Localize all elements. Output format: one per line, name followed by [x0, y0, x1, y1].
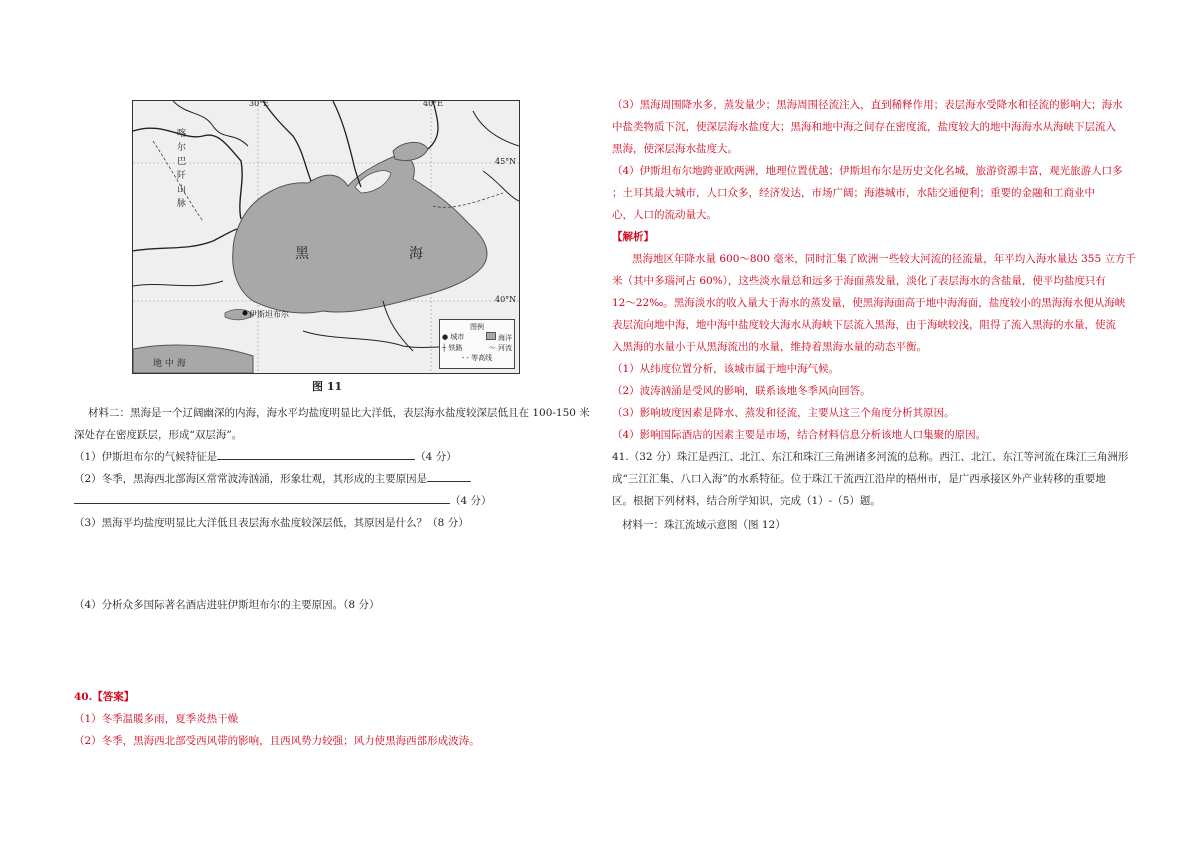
material-1-caption: 材料一：珠江流域示意图（图 12） — [622, 519, 786, 531]
legend-title: 图例 — [470, 323, 484, 331]
analysis-line2: 米（其中多瑙河占 60%），这些淡水量总和远多于海面蒸发量，淡化了表层海水的含盐量，使平均盐度只有 — [612, 275, 1106, 287]
mediterranean-label: 地 中 海 — [153, 359, 186, 369]
right-column — [612, 94, 1136, 536]
left-column — [74, 402, 590, 534]
analysis-line3: 12～22‰。黑海淡水的收入量大于海水的蒸发量，使黑海海面高于地中海海面，盐度较小的黑海海水便从海峡 — [612, 297, 1126, 309]
answer-3-line1: （3）黑海周围降水多，蒸发量少；黑海周围径流注入，直到稀释作用；表层海水受降水和径流的影响大；海水 — [612, 99, 1123, 111]
question-41-line3: 区。根据下列材料，结合所学知识，完成（1）-（5）题。 — [612, 495, 881, 507]
question-2-cont: （4 分） — [74, 490, 544, 512]
analysis-line1: 黑海地区年降水量 600～800 毫米，同时汇集了欧洲一些较大河流的径流量，年平均入海水量达 355 立方千 — [632, 253, 1136, 265]
legend-ocean: 海洋 — [486, 332, 512, 343]
answer-40-label: 40.【答案】 — [74, 691, 135, 703]
material2-line1: 材料二：黑海是一个辽阔幽深的内海，海水平均盐度明显比大洋低，表层海水盐度较深层低且在 100-150 米 — [88, 407, 590, 419]
q2-answer-blank-b[interactable] — [74, 490, 450, 504]
analysis-line4: 表层流向地中海，地中海中盐度较大海水从海峡下层流入黑海，由于海峡较浅，阻得了流入黑海的水量，使流 — [612, 319, 1116, 331]
analysis-label: 【解析】 — [612, 231, 654, 243]
legend-river: ～ 河流 — [488, 344, 512, 352]
material2-line2: 深处存在密度跃层，形成“双层海”。 — [74, 429, 243, 441]
answer-4-line1: （4）伊斯坦布尔地跨亚欧两洲，地理位置优越；伊斯坦布尔是历史文化名城，旅游资源丰富，观光旅游人口多 — [612, 165, 1123, 177]
hint-2: （2）波涛汹涌是受风的影响，联系该地冬季风向回答。 — [612, 385, 871, 397]
question-4: （4）分析众多国际著名酒店进驻伊斯坦布尔的主要原因。（8 分） — [74, 599, 380, 611]
q1-answer-blank[interactable] — [217, 446, 415, 460]
q2-answer-blank-a[interactable] — [427, 468, 471, 482]
hint-1: （1）从纬度位置分析，该城市属于地中海气候。 — [612, 363, 840, 375]
lon-label-40: 40°E — [423, 100, 444, 108]
answer-4-line2: ；土耳其最大城市，人口众多，经济发达，市场广阔；海港城市，水陆交通便利；重要的金融和工商业中 — [612, 187, 1095, 199]
answer-40-1: （1）冬季温暖多雨，夏季炎热干燥 — [74, 713, 239, 725]
question-41-line2: 成“三江汇集、八口入海”的水系特征。位于珠江干流西江沿岸的梧州市，是广西承接区外产业转移的重要地 — [612, 473, 1106, 485]
istanbul-city-dot — [243, 311, 248, 316]
answer-40-2: （2）冬季，黑海西北部受西风带的影响，且西风势力较强；风力使黑海西部形成波涛。 — [74, 735, 480, 747]
figure-caption: 图 11 — [312, 380, 343, 393]
lon-label-30: 30°E — [249, 100, 270, 108]
hint-3: （3）影响坡度因素是降水、蒸发和径流，主要从这三个角度分析其原因。 — [612, 407, 955, 419]
answer-3-line3: 黑海，使深层海水盐度大。 — [612, 143, 738, 155]
answer-40-block — [74, 686, 544, 752]
lat-label-40: 40°N — [495, 295, 517, 304]
question-41-line1: 41.（32 分）珠江是西江、北江、东江和珠江三角洲诸多河流的总称。西江、北江、东江等河流在珠江三角洲形 — [612, 451, 1129, 463]
answer-4-line3: 心，人口的流动量大。 — [612, 209, 717, 221]
question-1: （1）伊斯坦布尔的气候特征是 （4 分） — [74, 446, 544, 468]
question-2: （2）冬季，黑海西北部海区常常波涛汹涌，形象壮观，其形成的主要原因是 — [74, 468, 544, 490]
analysis-line5: 入黑海的水量小于从黑海流出的水量，维持着黑海水量的动态平衡。 — [612, 341, 927, 353]
legend-contour: - - 等高线 — [461, 354, 493, 362]
legend-railway: ┼ 铁路 — [442, 344, 463, 352]
question-4-block — [74, 594, 544, 616]
answer-3-line2: 中盐类物质下沉，使深层海水盐度大；黑海和地中海之间存在密度流，盐度较大的地中海海水从海峡下层流入 — [612, 121, 1116, 133]
istanbul-label: 伊斯坦布尔 — [249, 310, 289, 319]
sea-label-black: 黑 — [295, 246, 309, 262]
lat-label-45: 45°N — [495, 157, 517, 166]
carpathian-label: 喀 尔 巴 阡 山 脉 — [177, 129, 187, 209]
question-3: （3）黑海平均盐度明显比大洋低且表层海水盐度较深层低，其原因是什么？（8 分） — [74, 517, 469, 529]
sea-label-sea: 海 — [409, 246, 423, 262]
map-legend — [439, 319, 515, 369]
hint-4: （4）影响国际酒店的因素主要是市场，结合材料信息分析该地人口集聚的原因。 — [612, 429, 987, 441]
black-sea-map — [132, 100, 520, 374]
legend-city: ● 城市 — [442, 333, 465, 341]
